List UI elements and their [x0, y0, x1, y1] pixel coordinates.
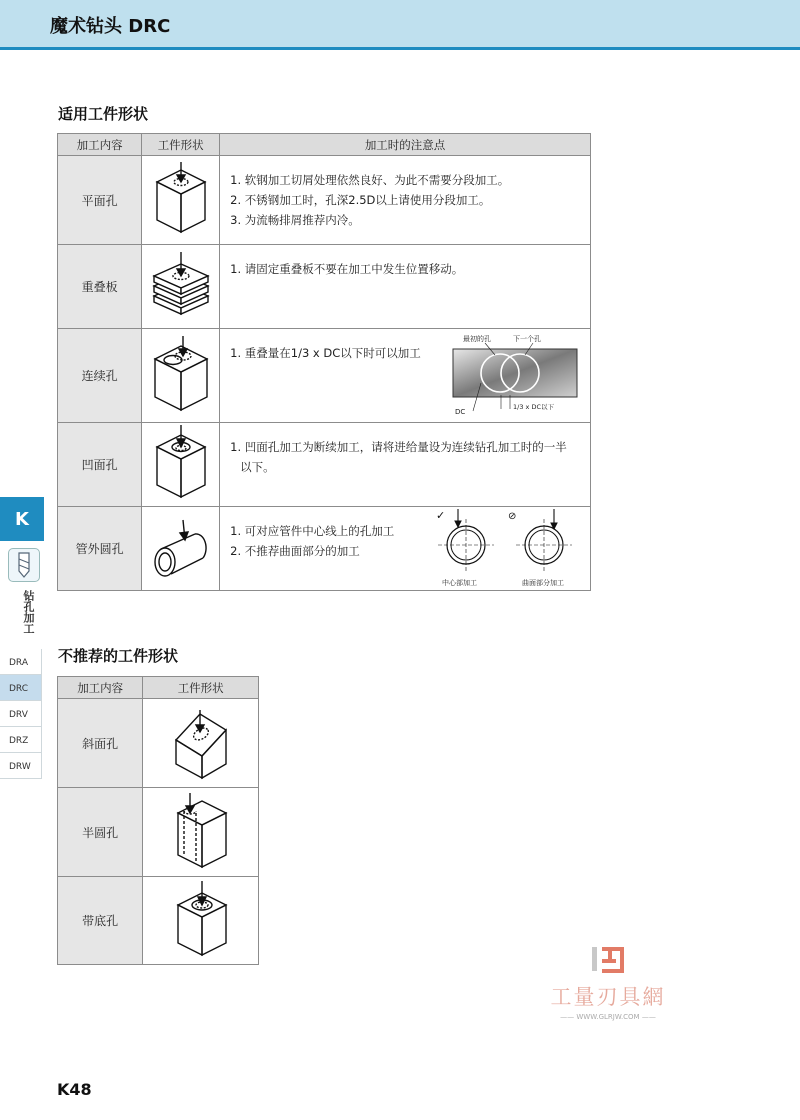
nav-item-drc[interactable]: DRC — [0, 675, 42, 701]
inclined-hole-icon — [166, 702, 236, 782]
table-row — [58, 788, 259, 877]
row-label: 管外圆孔 — [58, 507, 142, 591]
pipe-icon — [149, 512, 213, 582]
workpiece-shape — [142, 156, 220, 245]
page-header — [0, 0, 800, 50]
page-number: K48 — [57, 1080, 92, 1099]
note-line: 2. 不锈钢加工时，孔深2.5D以上请使用分段加工。 — [230, 193, 491, 207]
notes-cell — [220, 156, 591, 245]
pipe-cross-section-diagram — [430, 507, 580, 589]
table-row — [58, 877, 259, 965]
table-header-row — [58, 677, 259, 699]
notes-cell — [220, 423, 591, 507]
continuous-hole-cube-icon — [149, 334, 213, 414]
bottomed-hole-icon — [166, 879, 236, 959]
table-row — [58, 699, 259, 788]
stacked-plates-icon — [148, 250, 214, 320]
column-header: 工件形状 — [142, 134, 220, 156]
column-header: 加工内容 — [58, 677, 143, 699]
notes-cell — [220, 507, 591, 591]
table-header-row — [58, 134, 591, 156]
workpiece-shape — [142, 329, 220, 423]
workpiece-shape — [142, 245, 220, 329]
ok-check-icon: ✓ — [436, 509, 446, 522]
row-label: 半圆孔 — [58, 788, 143, 877]
center-machining-label: 中心部加工 — [442, 579, 478, 587]
note-line: 1. 软钢加工切屑处理依然良好、为此不需要分段加工。 — [230, 173, 510, 187]
half-circle-hole-icon — [166, 791, 236, 871]
dc-label: DC — [455, 408, 466, 416]
workpiece-shape — [142, 507, 220, 591]
workpiece-shape — [143, 877, 259, 965]
flat-hole-cube-icon — [149, 160, 213, 238]
row-label: 连续孔 — [58, 329, 142, 423]
section-title-applicable: 适用工件形状 — [58, 105, 149, 123]
row-label: 带底孔 — [58, 877, 143, 965]
column-header: 加工内容 — [58, 134, 142, 156]
side-category-label: 钻孔加工 — [22, 590, 35, 634]
drill-icon — [8, 548, 40, 582]
first-hole-label: 最初的孔 — [463, 335, 492, 343]
workpiece-shape — [143, 699, 259, 788]
curved-machining-label: 曲面部分加工 — [522, 579, 565, 587]
next-hole-label: 下一个孔 — [513, 335, 542, 343]
watermark — [538, 945, 678, 1021]
section-title-not-recommended: 不推荐的工件形状 — [58, 647, 179, 665]
note-line: 1. 重叠量在1/3 x DC以下时可以加工 — [230, 346, 421, 360]
nav-item-drv[interactable]: DRV — [0, 701, 42, 727]
row-label: 斜面孔 — [58, 699, 143, 788]
not-recommended-icon: ⊘ — [508, 511, 517, 522]
page-title: 魔术钻头 DRC — [50, 16, 171, 37]
note-line: 1. 凹面孔加工为断续加工，请将进给量设为连续钻孔加工时的一半 — [230, 440, 567, 454]
table-row — [58, 423, 591, 507]
note-line: 1. 可对应管件中心线上的孔加工 — [230, 524, 395, 538]
watermark-logo-icon — [588, 945, 628, 975]
table-row — [58, 156, 591, 245]
concave-hole-cube-icon — [149, 425, 213, 501]
overlap-diagram — [445, 333, 585, 419]
table-row — [58, 245, 591, 329]
row-label: 凹面孔 — [58, 423, 142, 507]
row-label: 重叠板 — [58, 245, 142, 329]
applicable-shapes-table — [57, 133, 591, 591]
nav-item-drz[interactable]: DRZ — [0, 727, 42, 753]
column-header: 加工时的注意点 — [220, 134, 591, 156]
row-label: 平面孔 — [58, 156, 142, 245]
nav-item-dra[interactable]: DRA — [0, 649, 42, 675]
not-recommended-table — [57, 676, 259, 965]
note-line: 2. 不推荐曲面部分的加工 — [230, 544, 360, 558]
table-row — [58, 507, 591, 591]
workpiece-shape — [143, 788, 259, 877]
table-row — [58, 329, 591, 423]
watermark-url: —— WWW.GLRJW.COM —— — [560, 1013, 656, 1021]
note-line: 3. 为流畅排屑推荐内冷。 — [230, 213, 360, 227]
side-nav — [0, 649, 42, 779]
notes-cell — [220, 245, 591, 329]
column-header: 工件形状 — [143, 677, 259, 699]
note-line: 1. 请固定重叠板不要在加工中发生位置移动。 — [230, 262, 464, 276]
workpiece-shape — [142, 423, 220, 507]
side-tab-k[interactable]: K — [0, 497, 44, 541]
watermark-text: 工量刃具網 — [550, 985, 666, 1009]
nav-item-drw[interactable]: DRW — [0, 753, 42, 779]
note-line: 以下。 — [240, 460, 275, 474]
notes-cell — [220, 329, 591, 423]
overlap-label: 1/3 x DC以下 — [513, 403, 555, 411]
